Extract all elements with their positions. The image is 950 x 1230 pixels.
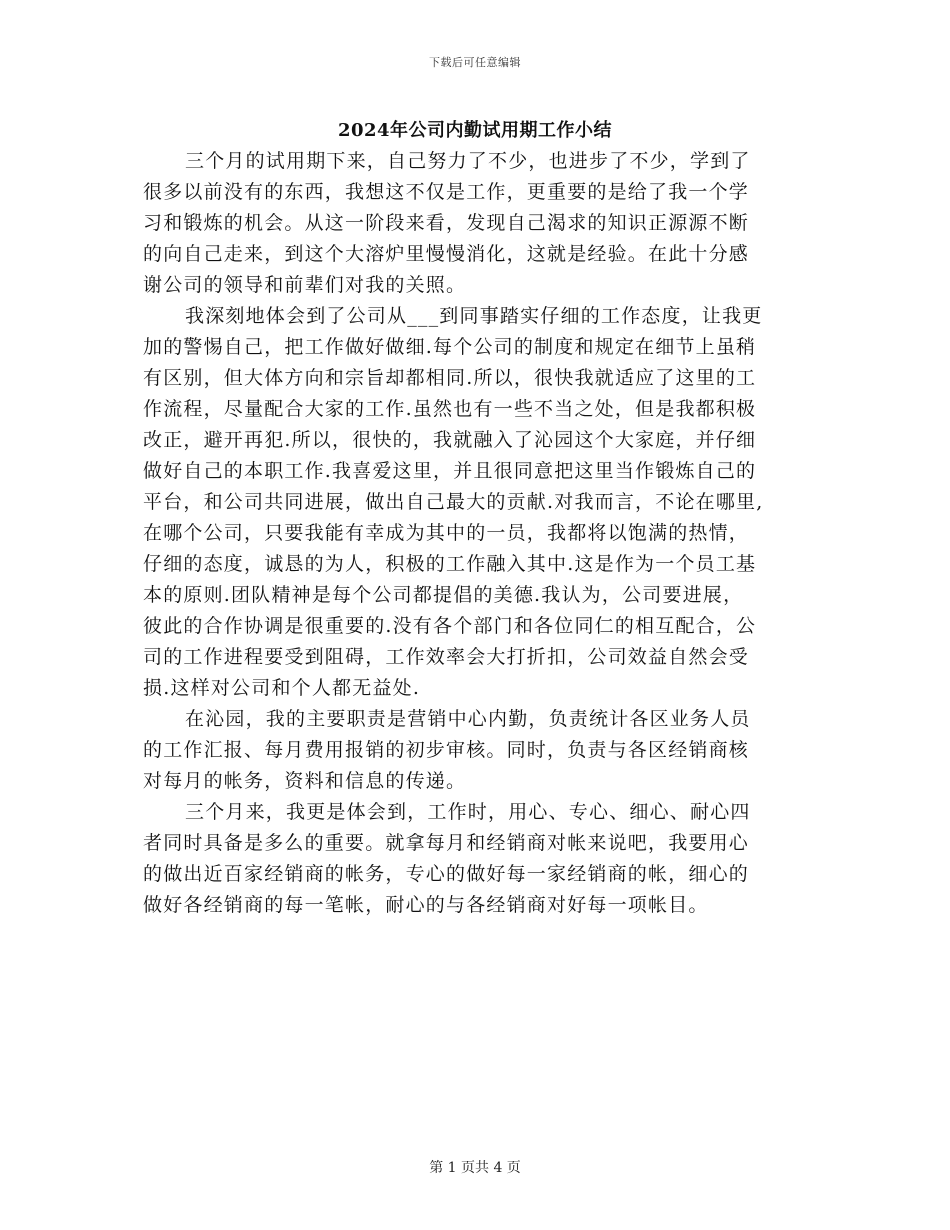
text-line: 平台，和公司共同进展，做出自己最大的贡献.对我而言，不论在哪里, — [143, 491, 764, 513]
text-line: 对每月的帐务，资料和信息的传递。 — [143, 770, 467, 792]
page-number: 第 1 页共 4 页 — [429, 1160, 521, 1176]
text-line: 在沁园，我的主要职责是营销中心内勤，负责统计各区业务人员 — [185, 708, 751, 730]
paragraph-3 — [143, 704, 813, 797]
document-title: 2024年公司内勤试用期工作小结 — [337, 120, 613, 141]
text-line: 加的警惕自己，把工作做好做细.每个公司的制度和规定在细节上虽稍 — [143, 336, 757, 358]
header-note: 下载后可任意编辑 — [429, 56, 521, 69]
text-line: 三个月的试用期下来，自己努力了不少，也进步了不少，学到了 — [185, 150, 751, 172]
paragraph-2 — [143, 301, 813, 704]
text-line: 我深刻地体会到了公司从___到同事踏实仔细的工作态度，让我更 — [185, 305, 763, 327]
text-line: 很多以前没有的东西，我想这不仅是工作，更重要的是给了我一个学 — [143, 181, 750, 203]
text-line: 的工作汇报、每月费用报销的初步审核。同时，负责与各区经销商核 — [143, 739, 750, 761]
text-line: 的向自己走来，到这个大溶炉里慢慢消化，这就是经验。在此十分感 — [143, 243, 750, 265]
text-line: 三个月来，我更是体会到，工作时，用心、专心、细心、耐心四 — [185, 801, 751, 823]
text-line: 有区别，但大体方向和宗旨却都相同.所以，很快我就适应了这里的工 — [143, 367, 757, 389]
text-line: 的做出近百家经销商的帐务，专心的做好每一家经销商的帐，细心的 — [143, 863, 750, 885]
text-line: 者同时具备是多么的重要。就拿每月和经销商对帐来说吧，我要用心 — [143, 832, 750, 854]
text-line: 本的原则.团队精神是每个公司都提倡的美德.我认为，公司要进展， — [143, 584, 744, 606]
text-line: 做好自己的本职工作.我喜爱这里，并且很同意把这里当作锻炼自己的 — [143, 460, 757, 482]
text-line: 仔细的态度，诚恳的为人，积极的工作融入其中.这是作为一个员工基 — [143, 553, 757, 575]
text-line: 谢公司的领导和前辈们对我的关照。 — [143, 274, 467, 296]
text-line: 习和锻炼的机会。从这一阶段来看，发现自己渴求的知识正源源不断 — [143, 212, 750, 234]
paragraph-4 — [143, 797, 813, 921]
text-line: 作流程，尽量配合大家的工作.虽然也有一些不当之处，但是我都积极 — [143, 398, 757, 420]
text-line: 做好各经销商的每一笔帐，耐心的与各经销商对好每一项帐目。 — [143, 894, 709, 916]
text-line: 损.这样对公司和个人都无益处. — [143, 677, 421, 699]
text-line: 彼此的合作协调是很重要的.没有各个部门和各位同仁的相互配合，公 — [143, 615, 757, 637]
text-line: 改正，避开再犯.所以，很快的，我就融入了沁园这个大家庭，并仔细 — [143, 429, 757, 451]
document-body — [143, 146, 813, 921]
text-line: 司的工作进程要受到阻碍，工作效率会大打折扣，公司效益自然会受 — [143, 646, 750, 668]
text-line: 在哪个公司，只要我能有幸成为其中的一员，我都将以饱满的热情， — [143, 522, 750, 544]
paragraph-1 — [143, 146, 813, 301]
